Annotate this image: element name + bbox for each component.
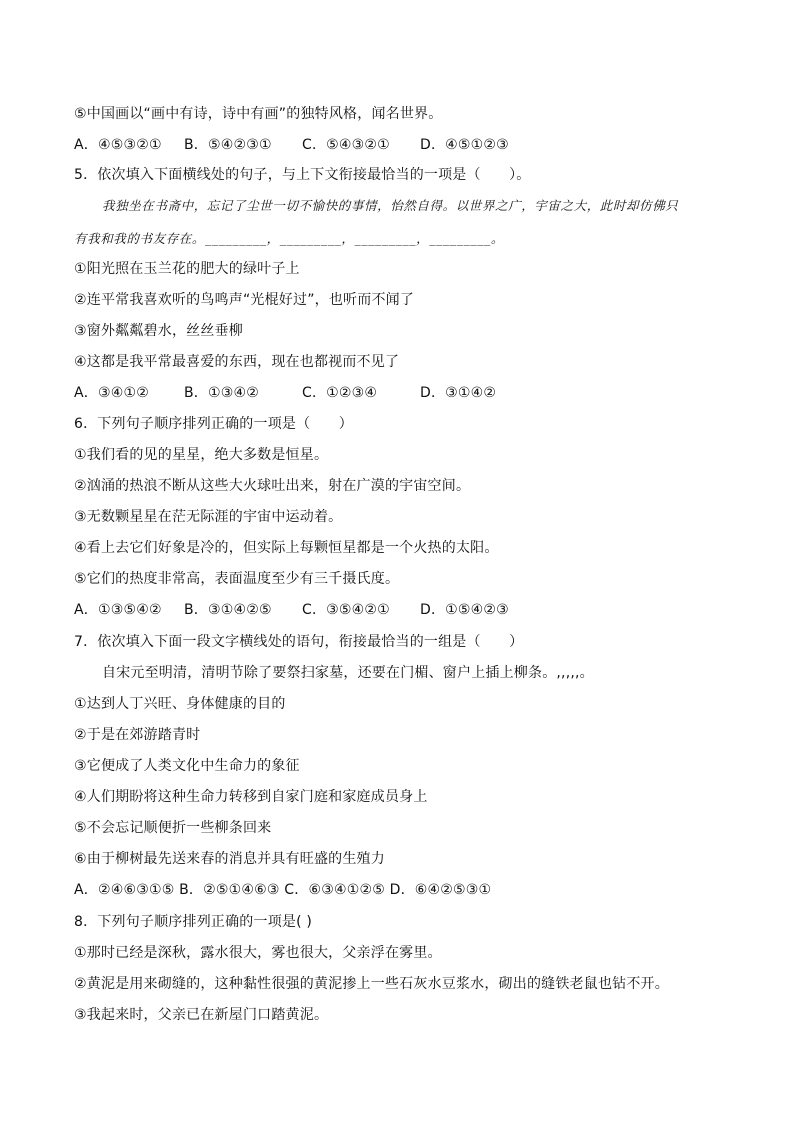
q5-passage-line-2: 有我和我的书友存在。_________，_________，_________，_________。 bbox=[74, 231, 505, 246]
q5-passage-line-1: 我独坐在书斋中，忘记了尘世一切不愉快的事情，怡然自得。以世界之广，宇宙之大，此时却仿佛只 bbox=[102, 198, 679, 213]
q5-item-3: ③窗外粼粼碧水，丝丝垂柳 bbox=[74, 323, 243, 339]
q5-item-1: ①阳光照在玉兰花的肥大的绿叶子上 bbox=[74, 261, 300, 277]
q7-item-2: ②于是在郊游踏青时 bbox=[74, 727, 201, 743]
q7-item-6: ⑥由于柳树最先送来春的消息并具有旺盛的生殖力 bbox=[74, 851, 385, 867]
q6-options bbox=[74, 600, 509, 620]
q4-option-c: C．⑤④③②① bbox=[302, 137, 390, 153]
q7-item-1: ①达到人丁兴旺、身体健康的目的 bbox=[74, 696, 286, 712]
q6-stem: 6．下列句子顺序排列正确的一项是（ ） bbox=[74, 416, 353, 432]
q4-option-d: D．④⑤①②③ bbox=[420, 137, 509, 153]
q4-option-b: B．⑤④②③① bbox=[184, 137, 272, 153]
q5-option-d: D．③①④② bbox=[420, 385, 497, 401]
q7-passage: 自宋元至明清，清明节除了要祭扫家墓，还要在门楣、窗户上插上柳条。,,,,,。 bbox=[102, 665, 594, 681]
q7-item-4: ④人们期盼将这种生命力转移到自家门庭和家庭成员身上 bbox=[74, 789, 428, 805]
q5-option-c: C．①②③④ bbox=[302, 385, 378, 401]
q5-stem: 5．依次填入下面横线处的句子，与上下文衔接最恰当的一项是（ ）。 bbox=[74, 167, 531, 183]
q6-item-5: ⑤它们的热度非常高，表面温度至少有三千摄氏度。 bbox=[74, 571, 400, 587]
q5-item-4: ④这都是我平常最喜爱的东西，现在也都视而不见了 bbox=[74, 354, 400, 370]
q6-option-c: C．③⑤④②① bbox=[302, 602, 390, 618]
q5-item-2: ②连平常我喜欢听的鸟鸣声“光棍好过”，也听而不闻了 bbox=[74, 292, 415, 308]
q6-option-a: A．①③⑤④② bbox=[74, 602, 162, 618]
q6-option-d: D．①⑤④②③ bbox=[420, 602, 509, 618]
q7-item-3: ③它便成了人类文化中生命力的象征 bbox=[74, 758, 300, 774]
q7-options: A．②④⑥③①⑤ B．②⑤①④⑥③ C．⑥③④①②⑤ D．⑥④②⑤③① bbox=[74, 882, 492, 898]
q6-item-2: ②汹涌的热浪不断从这些大火球吐出来，射在广漠的宇宙空间。 bbox=[74, 478, 471, 494]
q7-stem: 7．依次填入下面一段文字横线处的语句，衔接最恰当的一组是（ ） bbox=[74, 634, 524, 650]
q6-item-3: ③无数颗星星在茫无际涯的宇宙中运动着。 bbox=[74, 509, 343, 525]
q5-option-a: A．③④①② bbox=[74, 385, 149, 401]
q4-option-a: A．④⑤③②① bbox=[74, 137, 162, 153]
q8-item-1: ①那时已经是深秋，露水很大，雾也很大，父亲浮在雾里。 bbox=[74, 945, 442, 961]
q4-options bbox=[74, 135, 509, 155]
q5-options bbox=[74, 383, 496, 403]
q8-stem: 8．下列句子顺序排列正确的一项是( ) bbox=[74, 914, 313, 930]
q6-item-1: ①我们看的见的星星，绝大多数是恒星。 bbox=[74, 447, 329, 463]
q6-item-4: ④看上去它们好象是冷的，但实际上每颗恒星都是一个火热的太阳。 bbox=[74, 540, 499, 556]
q4-item-5: ⑤中国画以“画中有诗，诗中有画”的独特风格，闻名世界。 bbox=[74, 106, 443, 122]
q8-item-3: ③我起来时，父亲已在新屋门口踏黄泥。 bbox=[74, 1007, 329, 1023]
q8-item-2: ②黄泥是用来砌缝的，这种黏性很强的黄泥掺上一些石灰水豆浆水，砌出的缝铁老鼠也钻不开。 bbox=[74, 976, 669, 992]
q5-option-b: B．①③④② bbox=[184, 385, 260, 401]
q6-option-b: B．③①④②⑤ bbox=[184, 602, 272, 618]
q7-item-5: ⑤不会忘记顺便折一些柳条回来 bbox=[74, 820, 272, 836]
